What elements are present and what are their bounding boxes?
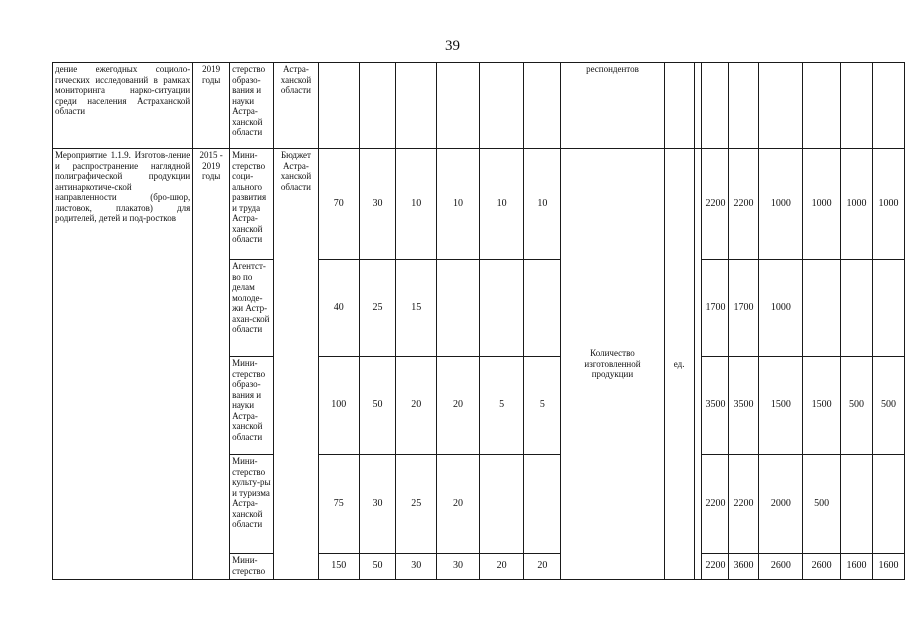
value-cell (841, 455, 873, 554)
value-cell: 2000 (759, 455, 803, 554)
value-cell: 1500 (803, 357, 841, 455)
page-number: 39 (445, 38, 460, 54)
table-row (53, 149, 905, 260)
value-cell: 2600 (759, 554, 803, 580)
value-cell (524, 63, 561, 149)
spacer-cell (694, 63, 701, 149)
value-cell (479, 455, 524, 554)
executor-cell: Мини-стерство (230, 554, 274, 580)
value-cell: 30 (396, 554, 437, 580)
funding-source-cell: Бюджет Астра-ханской области (274, 149, 319, 580)
value-cell: 1700 (701, 260, 728, 357)
value-cell (479, 260, 524, 357)
value-cell: 100 (318, 357, 359, 455)
value-cell (437, 63, 480, 149)
value-cell (872, 455, 904, 554)
value-cell (803, 63, 841, 149)
value-cell: 1000 (872, 149, 904, 260)
value-cell: 30 (359, 149, 396, 260)
value-cell: 15 (396, 260, 437, 357)
value-cell: 2600 (803, 554, 841, 580)
value-cell: 1600 (841, 554, 873, 580)
value-cell: 3500 (728, 357, 759, 455)
period-cell: 2015 - 2019 годы (193, 149, 230, 580)
value-cell: 75 (318, 455, 359, 554)
value-cell: 40 (318, 260, 359, 357)
executor-cell: Мини-стерство культу-ры и туризма Астра-ханской области (230, 455, 274, 554)
value-cell: 1000 (841, 149, 873, 260)
value-cell: 20 (524, 554, 561, 580)
value-cell: 2200 (701, 554, 728, 580)
value-cell (479, 63, 524, 149)
value-cell (728, 63, 759, 149)
value-cell: 20 (479, 554, 524, 580)
value-cell (701, 63, 728, 149)
activity-description: Мероприятие 1.1.9. Изготов-ление и распространение наглядной полиграфической продукции антинаркотиче-ской направленности (бро-шюр, листовок, плакатов) для родителей, детей и под-ростков (53, 149, 193, 580)
value-cell: 3500 (701, 357, 728, 455)
value-cell: 2200 (728, 149, 759, 260)
value-cell: 20 (437, 357, 480, 455)
executor-cell: Агентст-во по делам молоде-жи Астр-ахан-ской области (230, 260, 274, 357)
executor-cell: стерство образо-вания и науки Астра-ханской области (230, 63, 274, 149)
value-cell: 2200 (728, 455, 759, 554)
value-cell: 50 (359, 554, 396, 580)
period-cell: 2019 годы (193, 63, 230, 149)
table-row (53, 63, 905, 149)
value-cell (841, 63, 873, 149)
value-cell (872, 260, 904, 357)
value-cell: 10 (479, 149, 524, 260)
value-cell: 1600 (872, 554, 904, 580)
activities-table (52, 62, 905, 580)
indicator-cell: респондентов (561, 63, 665, 149)
value-cell (524, 455, 561, 554)
value-cell (318, 63, 359, 149)
value-cell: 1500 (759, 357, 803, 455)
value-cell (524, 260, 561, 357)
value-cell: 10 (437, 149, 480, 260)
value-cell: 5 (479, 357, 524, 455)
value-cell: 1000 (803, 149, 841, 260)
value-cell: 25 (396, 455, 437, 554)
value-cell: 30 (437, 554, 480, 580)
value-cell: 1700 (728, 260, 759, 357)
value-cell: 1000 (759, 260, 803, 357)
spacer-cell (694, 149, 701, 580)
value-cell: 5 (524, 357, 561, 455)
value-cell (437, 260, 480, 357)
indicator-cell: Количество изготовленной продукции (561, 149, 665, 580)
executor-cell: Мини-стерство образо-вания и науки Астра-ханской области (230, 357, 274, 455)
activity-description: дение ежегодных социоло-гических исследований в рамках мониторинга нарко-ситуации среди населения Астраханской области (53, 63, 193, 149)
value-cell: 70 (318, 149, 359, 260)
value-cell: 150 (318, 554, 359, 580)
value-cell (396, 63, 437, 149)
value-cell: 2200 (701, 149, 728, 260)
value-cell: 10 (396, 149, 437, 260)
value-cell (803, 260, 841, 357)
value-cell: 1000 (759, 149, 803, 260)
value-cell: 20 (396, 357, 437, 455)
value-cell: 2200 (701, 455, 728, 554)
value-cell: 50 (359, 357, 396, 455)
funding-source-cell: Астра-ханской области (274, 63, 319, 149)
value-cell: 3600 (728, 554, 759, 580)
value-cell: 25 (359, 260, 396, 357)
value-cell: 30 (359, 455, 396, 554)
value-cell: 500 (841, 357, 873, 455)
value-cell (359, 63, 396, 149)
value-cell: 500 (803, 455, 841, 554)
executor-cell: Мини-стерство соци-ального развития и труда Астра-ханской области (230, 149, 274, 260)
unit-cell (664, 63, 694, 149)
value-cell: 10 (524, 149, 561, 260)
value-cell (841, 260, 873, 357)
value-cell (872, 63, 904, 149)
value-cell (759, 63, 803, 149)
value-cell: 20 (437, 455, 480, 554)
value-cell: 500 (872, 357, 904, 455)
unit-cell: ед. (664, 149, 694, 580)
